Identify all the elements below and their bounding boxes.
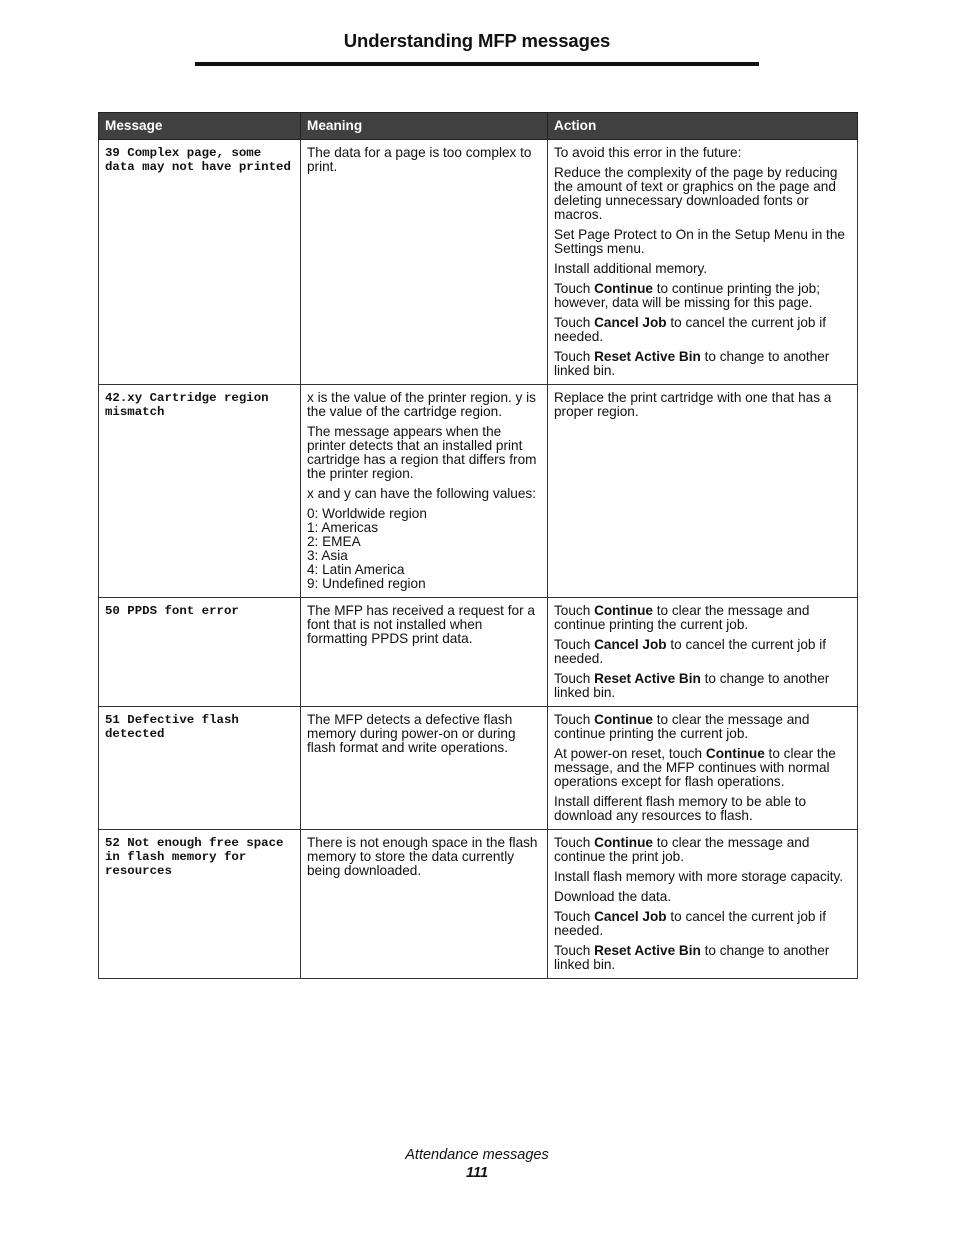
table-header-row: [99, 113, 858, 140]
message-cell: [99, 385, 301, 598]
message-code: 50 PPDS font error: [105, 604, 239, 618]
column-header-meaning: Meaning: [301, 113, 548, 140]
action-cell: [548, 707, 858, 830]
title-rule: [195, 62, 759, 66]
action-cell: [548, 385, 858, 598]
message-code: 51 Defective flash detected: [105, 713, 239, 741]
action-step: Install flash memory with more storage capacity.: [554, 869, 844, 884]
messages-table: [98, 112, 858, 979]
action-step: Touch Continue to continue printing the job; however, data will be missing for this page.: [554, 281, 820, 310]
action-step: At power-on reset, touch Continue to clear the message, and the MFP continues with normal operations except for flash operations.: [554, 746, 836, 789]
table-row: [99, 830, 858, 979]
action-step: Install additional memory.: [554, 261, 708, 276]
meaning-text: The MFP detects a defective flash memory during power-on or during flash format and write operations.: [307, 712, 516, 755]
meaning-text: x and y can have the following values:: [307, 486, 536, 501]
region-value: 9: Undefined region: [307, 576, 426, 591]
action-step: Replace the print cartridge with one that has a proper region.: [554, 390, 832, 419]
action-cell: [548, 598, 858, 707]
region-value: 0: Worldwide region: [307, 506, 427, 521]
region-value: 1: Americas: [307, 520, 379, 535]
region-value: 3: Asia: [307, 548, 348, 563]
action-step: Set Page Protect to On in the Setup Menu in the Settings menu.: [554, 227, 845, 256]
table-row: [99, 707, 858, 830]
meaning-cell: [301, 598, 548, 707]
message-code: 42.xy Cartridge region mismatch: [105, 391, 269, 419]
meaning-text: x is the value of the printer region. y is the value of the cartridge region.: [307, 390, 536, 419]
meaning-text: The message appears when the printer detects that an installed print cartridge has a region that differs from the printer region.: [307, 424, 537, 481]
message-code: 39 Complex page, some data may not have printed: [105, 146, 291, 174]
action-step: Touch Reset Active Bin to change to another linked bin.: [554, 349, 830, 378]
action-step: Download the data.: [554, 889, 672, 904]
action-step: Install different flash memory to be able to download any resources to flash.: [554, 794, 807, 823]
meaning-cell: [301, 707, 548, 830]
action-step: To avoid this error in the future:: [554, 145, 742, 160]
page-number: 111: [465, 1165, 489, 1181]
meaning-text: The data for a page is too complex to print.: [307, 145, 532, 174]
footer-section-title: Attendance messages: [405, 1147, 549, 1163]
action-step: Touch Reset Active Bin to change to another linked bin.: [554, 943, 830, 972]
action-step: Reduce the complexity of the page by reducing the amount of text or graphics on the page and deleting unnecessary downloaded fonts or macros.: [554, 165, 838, 222]
message-cell: [99, 140, 301, 385]
action-step: Touch Cancel Job to cancel the current job if needed.: [554, 315, 827, 344]
action-step: Touch Continue to clear the message and continue printing the current job.: [554, 603, 810, 632]
region-values-list: [307, 507, 542, 591]
action-step: Touch Continue to clear the message and continue the print job.: [554, 835, 810, 864]
message-cell: [99, 830, 301, 979]
meaning-cell: [301, 140, 548, 385]
table-row: [99, 598, 858, 707]
region-value: 2: EMEA: [307, 534, 361, 549]
meaning-cell: [301, 385, 548, 598]
message-code: 52 Not enough free space in flash memory for resources: [105, 836, 284, 878]
message-cell: [99, 707, 301, 830]
action-step: Touch Continue to clear the message and continue printing the current job.: [554, 712, 810, 741]
action-step: Touch Cancel Job to cancel the current job if needed.: [554, 637, 827, 666]
region-value: 4: Latin America: [307, 562, 405, 577]
page-footer: [0, 1146, 954, 1182]
message-cell: [99, 598, 301, 707]
action-cell: [548, 140, 858, 385]
action-cell: [548, 830, 858, 979]
meaning-cell: [301, 830, 548, 979]
page-title: Understanding MFP messages: [343, 30, 611, 51]
table-row: [99, 140, 858, 385]
action-step: Touch Reset Active Bin to change to another linked bin.: [554, 671, 830, 700]
action-step: Touch Cancel Job to cancel the current job if needed.: [554, 909, 827, 938]
meaning-text: There is not enough space in the flash memory to store the data currently being downloaded.: [307, 835, 538, 878]
column-header-action: Action: [548, 113, 858, 140]
column-header-message: Message: [99, 113, 301, 140]
meaning-text: The MFP has received a request for a font that is not installed when formatting PPDS print data.: [307, 603, 535, 646]
table-row: [99, 385, 858, 598]
